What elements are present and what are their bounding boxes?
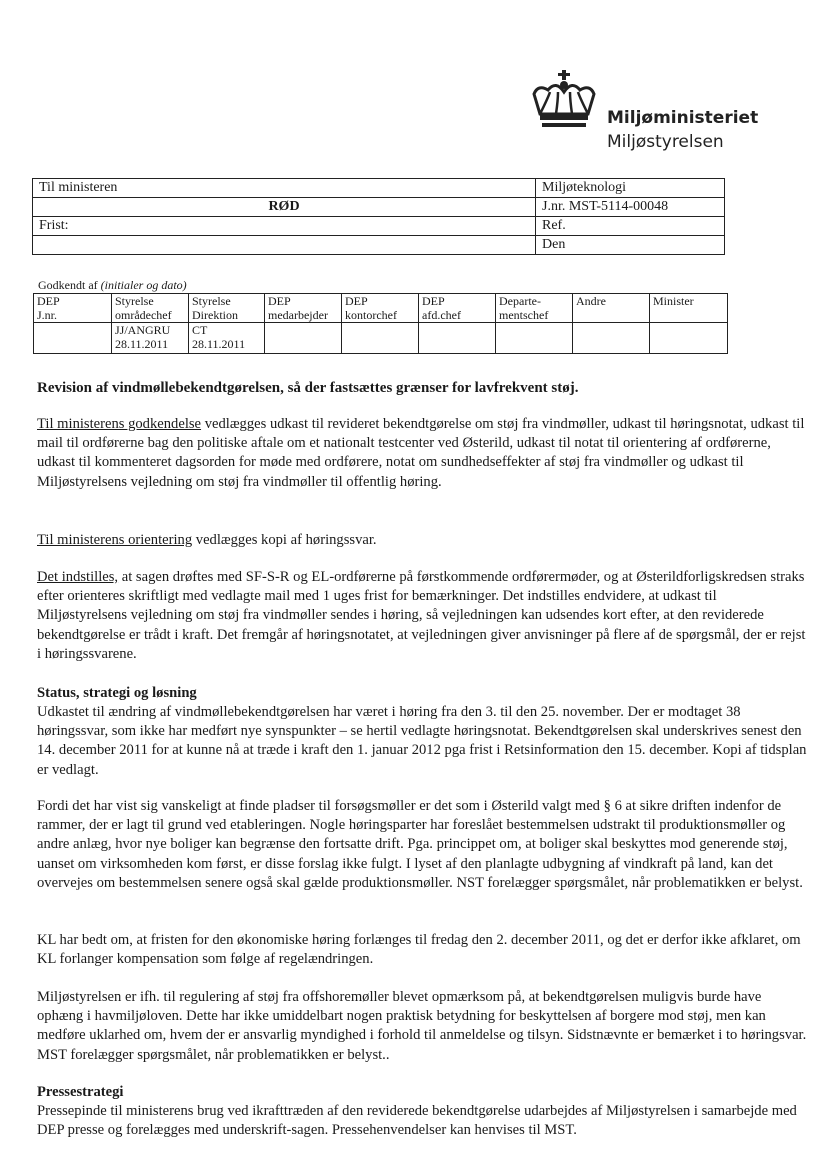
approval-head: Andre — [573, 294, 650, 323]
approval-cell — [419, 323, 496, 354]
paragraph-kl: KL har bedt om, at fristen for den økonomiske høring forlænges til fredag den 2. december 2011, og det er derfor ikke afklaret, om KL forlanger kompensation som følge af regelændringen. — [37, 932, 801, 968]
approval-head: Minister — [650, 294, 728, 323]
date-label: Den — [536, 236, 725, 255]
document-title: Revision af vindmøllebekendtgørelsen, så der fastsættes grænser for lavfrekvent støj. — [37, 380, 579, 396]
paragraph-forsoegsmoeller: Fordi det har vist sig vanskeligt at finde pladser til forsøgsmøller er det som i Østerild valgt med § 6 at sikre driften indenfor de rammer, der er lagt til grund ved etableringen. Nogle høringsparter har foreslået bestemmelsen udstrakt til produktionsmøller og andre anlæg, hvor nye boliger kan begrænse den fortsatte drift. Pga. princippet om, at boliger skal beskyttes mod generende støj, uanset om virksomheden kom først, er disse forslag ikke fulgt. I lyset af den planlagte udbygning af vindkraft på land, kan det overvejes om bestemmelsen senere også skal gælde produktionsmøller. NST forelægger spørgsmålet, når problematikken er belyst. — [37, 798, 803, 891]
memo-header-table — [32, 178, 725, 255]
approval-head: DEP medarbejder — [265, 294, 342, 323]
recipient: Til ministeren — [33, 179, 536, 198]
approval-cell: JJ/ANGRU 28.11.2011 — [112, 323, 189, 354]
approval-head: Styrelse Direktion — [189, 294, 265, 323]
paragraph-lead: Det indstilles, — [37, 569, 119, 585]
journal-number: J.nr. MST-5114-00048 — [536, 198, 725, 217]
approval-head: Departe- mentschef — [496, 294, 573, 323]
approval-head: Styrelse områdechef — [112, 294, 189, 323]
paragraph-status: Udkastet til ændring af vindmøllebekendtgørelsen har været i høring fra den 3. til den 25. november. Der er modtaget 38 høringssvar, som ikke har medført nye synspunkter – se hertil vedlagte høringsnotat. Bekendtgørelsen skal underskrives senest den 14. december 2011 for at kunne nå at træde i kraft den 1. januar 2012 pga frist i Retsinformation den 15. december. Kopi af tidsplan er vedlagt. — [37, 704, 807, 778]
section-heading-status: Status, strategi og løsning — [37, 685, 197, 701]
approval-head-row — [34, 294, 728, 323]
empty-cell — [33, 236, 536, 255]
paragraph-orientering — [37, 531, 807, 550]
approval-cell: CT 28.11.2011 — [189, 323, 265, 354]
approval-head: DEP afd.chef — [419, 294, 496, 323]
approval-head: DEP J.nr. — [34, 294, 112, 323]
paragraph-lead: Til ministerens godkendelse — [37, 416, 202, 432]
approval-head: DEP kontorchef — [342, 294, 419, 323]
approval-cell — [496, 323, 573, 354]
crown-icon — [528, 70, 600, 132]
deadline-label: Frist: — [33, 217, 536, 236]
approval-cell — [342, 323, 419, 354]
paragraph-text: at sagen drøftes med SF-S-R og EL-ordførerne på førstkommende ordførermøder, og at Østerildforligskredsen straks efter orienteres skriftligt med vedlagte mail med 1 uges frist for bemærkninger. Det indstilles endvidere, at udkast til Miljøstyrelsens vejledning om støj fra vindmøller sendes i høring, så vejledningen kan udsendes kort efter, at den reviderede bekendtgørelse er trådt i kraft. Det fremgår af høringsnotatet, at vejledningen giver anvisninger på flere af de spørgsmål, der er rejst i høringssvarene. — [37, 569, 806, 662]
classification: RØD — [33, 198, 536, 217]
paragraph-text: vedlægges udkast til revideret bekendtgørelse om støj fra vindmøller, udkast til høringsnotat, udkast til mail til ordførerne bag den politiske aftale om et nationalt testcenter ved Østerild, udkast til notat til orientering af ordførerne, udkast til kommenteret dagsorden for møde med ordførere, notat om sundhedseffekter af støj fra vindmøller og udkast til Miljøstyrelsens vejledning om støj fra vindmøller til offentlig høring. — [37, 416, 805, 490]
approval-cell — [265, 323, 342, 354]
org-subtitle: Miljøstyrelsen — [607, 132, 724, 152]
approval-cell — [34, 323, 112, 354]
org-name: Miljøministeriet — [607, 108, 759, 128]
approval-cell — [573, 323, 650, 354]
paragraph-offshore: Miljøstyrelsen er ifh. til regulering af støj fra offshoremøller blevet opmærksom på, at bekendtgørelsen muligvis burde have ophæng i havmiljøloven. Dette har ikke umiddelbart nogen praktisk betydning for beskyttelsen af borgere mod støj, men kan medføre uklarhed om, hvem der er ansvarlig myndighed i forhold til anmeldelse og tilsyn. Sidstnævnte er bemærket i to høringsvar. MST forelægger spørgsmålet, når problematikken er belyst.. — [37, 989, 807, 1063]
paragraph-text: vedlægges kopi af høringssvar. — [192, 532, 377, 548]
paragraph-godkendelse — [37, 415, 807, 492]
approval-caption-prefix: Godkendt af — [38, 278, 98, 292]
division: Miljøteknologi — [536, 179, 725, 198]
approval-caption-note: (initialer og dato) — [100, 278, 187, 292]
approval-value-row — [34, 323, 728, 354]
paragraph-lead: Til ministerens orientering — [37, 532, 193, 548]
ref-label: Ref. — [536, 217, 725, 236]
approval-cell — [650, 323, 728, 354]
paragraph-indstilling — [37, 568, 807, 664]
section-heading-presse: Pressestrategi — [37, 1084, 124, 1100]
paragraph-presse: Pressepinde til ministerens brug ved ikrafttræden af den reviderede bekendtgørelse udarbejdes af Miljøstyrelsen i samarbejde med DEP presse og forelægges med underskrift-sagen. Pressehenvendelser kan henvises til MST. — [37, 1103, 797, 1139]
approval-caption — [38, 278, 187, 293]
approval-table — [33, 293, 728, 354]
